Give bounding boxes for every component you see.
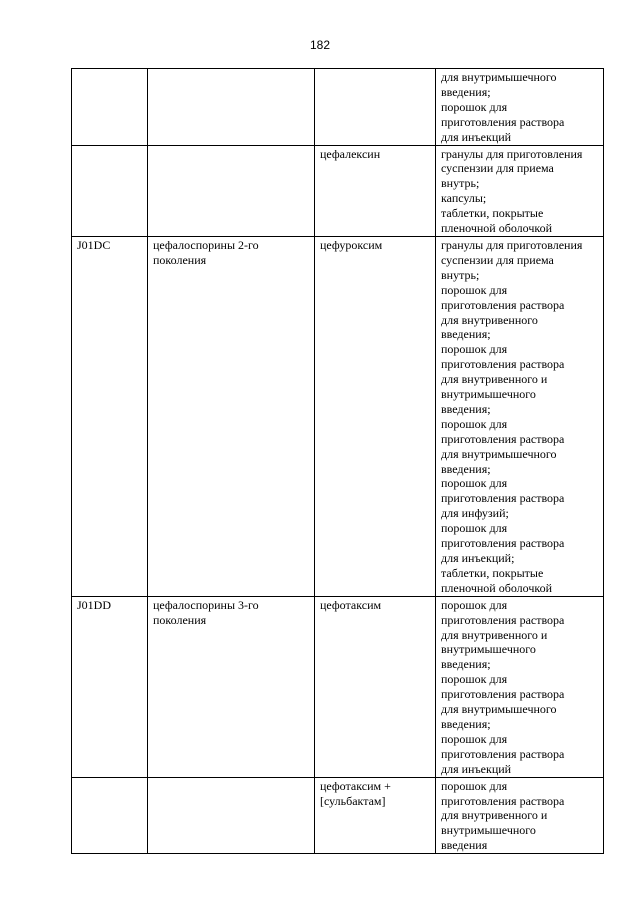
- drug-group-line: поколения: [153, 252, 207, 267]
- dosage-form-cell: [436, 777, 604, 854]
- dosage-form-line: внутрь;: [441, 267, 480, 282]
- dosage-form-line: внутримышечного: [441, 823, 536, 838]
- table-body: [72, 69, 604, 854]
- dosage-form-line: порошок для: [441, 282, 508, 297]
- page-number: 182: [309, 38, 331, 52]
- dosage-form-cell: [436, 596, 604, 777]
- atc-code-cell: [72, 236, 148, 596]
- dosage-form-line: пленочной оболочкой: [441, 221, 553, 236]
- dosage-form-line: приготовления раствора: [441, 687, 565, 702]
- drug-group-cell: [148, 69, 315, 146]
- dosage-form-line: для внутримышечного: [441, 702, 557, 717]
- dosage-form-line: для внутримышечного: [441, 70, 557, 84]
- atc-code-cell: [72, 69, 148, 146]
- atc-code: J01DC: [77, 237, 111, 252]
- drug-group-line: цефалоспорины 3-го: [153, 597, 259, 612]
- dosage-form-line: введения;: [441, 716, 491, 731]
- atc-code: J01DD: [77, 597, 112, 612]
- dosage-form-cell: [436, 145, 604, 236]
- dosage-form-line: таблетки, покрытые: [441, 565, 544, 580]
- dosage-form-line: таблетки, покрытые: [441, 206, 544, 221]
- dosage-form-line: суспензии для приема: [441, 252, 554, 267]
- dosage-form-line: для инъекций: [441, 129, 512, 144]
- table-row: [72, 69, 604, 146]
- dosage-form-line: введения;: [441, 327, 491, 342]
- dosage-form-line: введения;: [441, 461, 491, 476]
- dosage-form-line: приготовления раствора: [441, 612, 565, 627]
- dosage-form-line: суспензии для приема: [441, 161, 554, 176]
- dosage-form-line: для инфузий;: [441, 506, 509, 521]
- dosage-form-line: для внутривенного и: [441, 627, 548, 642]
- dosage-form-line: пленочной оболочкой: [441, 580, 553, 595]
- drug-name-cell: [315, 145, 436, 236]
- dosage-form-line: приготовления раствора: [441, 114, 565, 129]
- drug-name-cell: [315, 777, 436, 854]
- dosage-form-line: порошок для: [441, 342, 508, 357]
- dosage-form-line: для внутримышечного: [441, 446, 557, 461]
- drug-name-line: цефуроксим: [320, 237, 383, 252]
- drug-name-cell: [315, 236, 436, 596]
- dosage-form-line: для внутривенного: [441, 312, 538, 327]
- dosage-form-line: внутримышечного: [441, 387, 536, 402]
- drug-name-cell: [315, 596, 436, 777]
- dosage-form-line: внутрь;: [441, 176, 480, 191]
- drug-group-cell: [148, 145, 315, 236]
- dosage-form-line: приготовления раствора: [441, 357, 565, 372]
- dosage-form-line: порошок для: [441, 476, 508, 491]
- dosage-form-cell: [436, 236, 604, 596]
- dosage-form-line: приготовления раствора: [441, 297, 565, 312]
- dosage-form-line: для внутривенного и: [441, 372, 548, 387]
- dosage-form-line: порошок для: [441, 778, 508, 793]
- drug-name-line: цефотаксим: [320, 597, 382, 612]
- dosage-form-line: для инъекций: [441, 761, 512, 776]
- dosage-form-line: порошок для: [441, 597, 508, 612]
- dosage-form-line: порошок для: [441, 99, 508, 114]
- dosage-form-line: порошок для: [441, 672, 508, 687]
- table-row: [72, 777, 604, 854]
- dosage-form-line: приготовления раствора: [441, 536, 565, 551]
- dosage-form-line: введения;: [441, 401, 491, 416]
- dosage-form-line: внутримышечного: [441, 642, 536, 657]
- dosage-form-cell: [436, 69, 604, 146]
- dosage-form-line: капсулы;: [441, 191, 487, 206]
- dosage-form-line: порошок для: [441, 416, 508, 431]
- table-row: [72, 236, 604, 596]
- drug-group-cell: [148, 777, 315, 854]
- dosage-form-line: для инъекций;: [441, 551, 515, 565]
- drug-name-line: цефотаксим +: [320, 778, 391, 793]
- medicines-table: [71, 68, 604, 854]
- atc-code-cell: [72, 596, 148, 777]
- dosage-form-line: порошок для: [441, 731, 508, 746]
- dosage-form-line: введения: [441, 838, 488, 853]
- drug-group-line: цефалоспорины 2-го: [153, 237, 259, 252]
- drug-name-line: цефалексин: [320, 146, 381, 161]
- dosage-form-line: приготовления раствора: [441, 431, 565, 446]
- atc-code-cell: [72, 145, 148, 236]
- drug-name-line: [сульбактам]: [320, 793, 386, 808]
- drug-group-cell: [148, 236, 315, 596]
- dosage-form-line: гранулы для приготовления: [441, 146, 583, 161]
- dosage-form-line: для внутривенного и: [441, 808, 548, 823]
- dosage-form-line: приготовления раствора: [441, 491, 565, 506]
- dosage-form-line: приготовления раствора: [441, 746, 565, 761]
- drug-group-cell: [148, 596, 315, 777]
- dosage-form-line: гранулы для приготовления: [441, 237, 583, 252]
- dosage-form-line: введения;: [441, 657, 491, 672]
- atc-code-cell: [72, 777, 148, 854]
- dosage-form-line: приготовления раствора: [441, 793, 565, 808]
- drug-group-line: поколения: [153, 612, 207, 627]
- drug-name-cell: [315, 69, 436, 146]
- table-row: [72, 145, 604, 236]
- dosage-form-line: введения;: [441, 84, 491, 99]
- dosage-form-line: порошок для: [441, 521, 508, 536]
- table-row: [72, 596, 604, 777]
